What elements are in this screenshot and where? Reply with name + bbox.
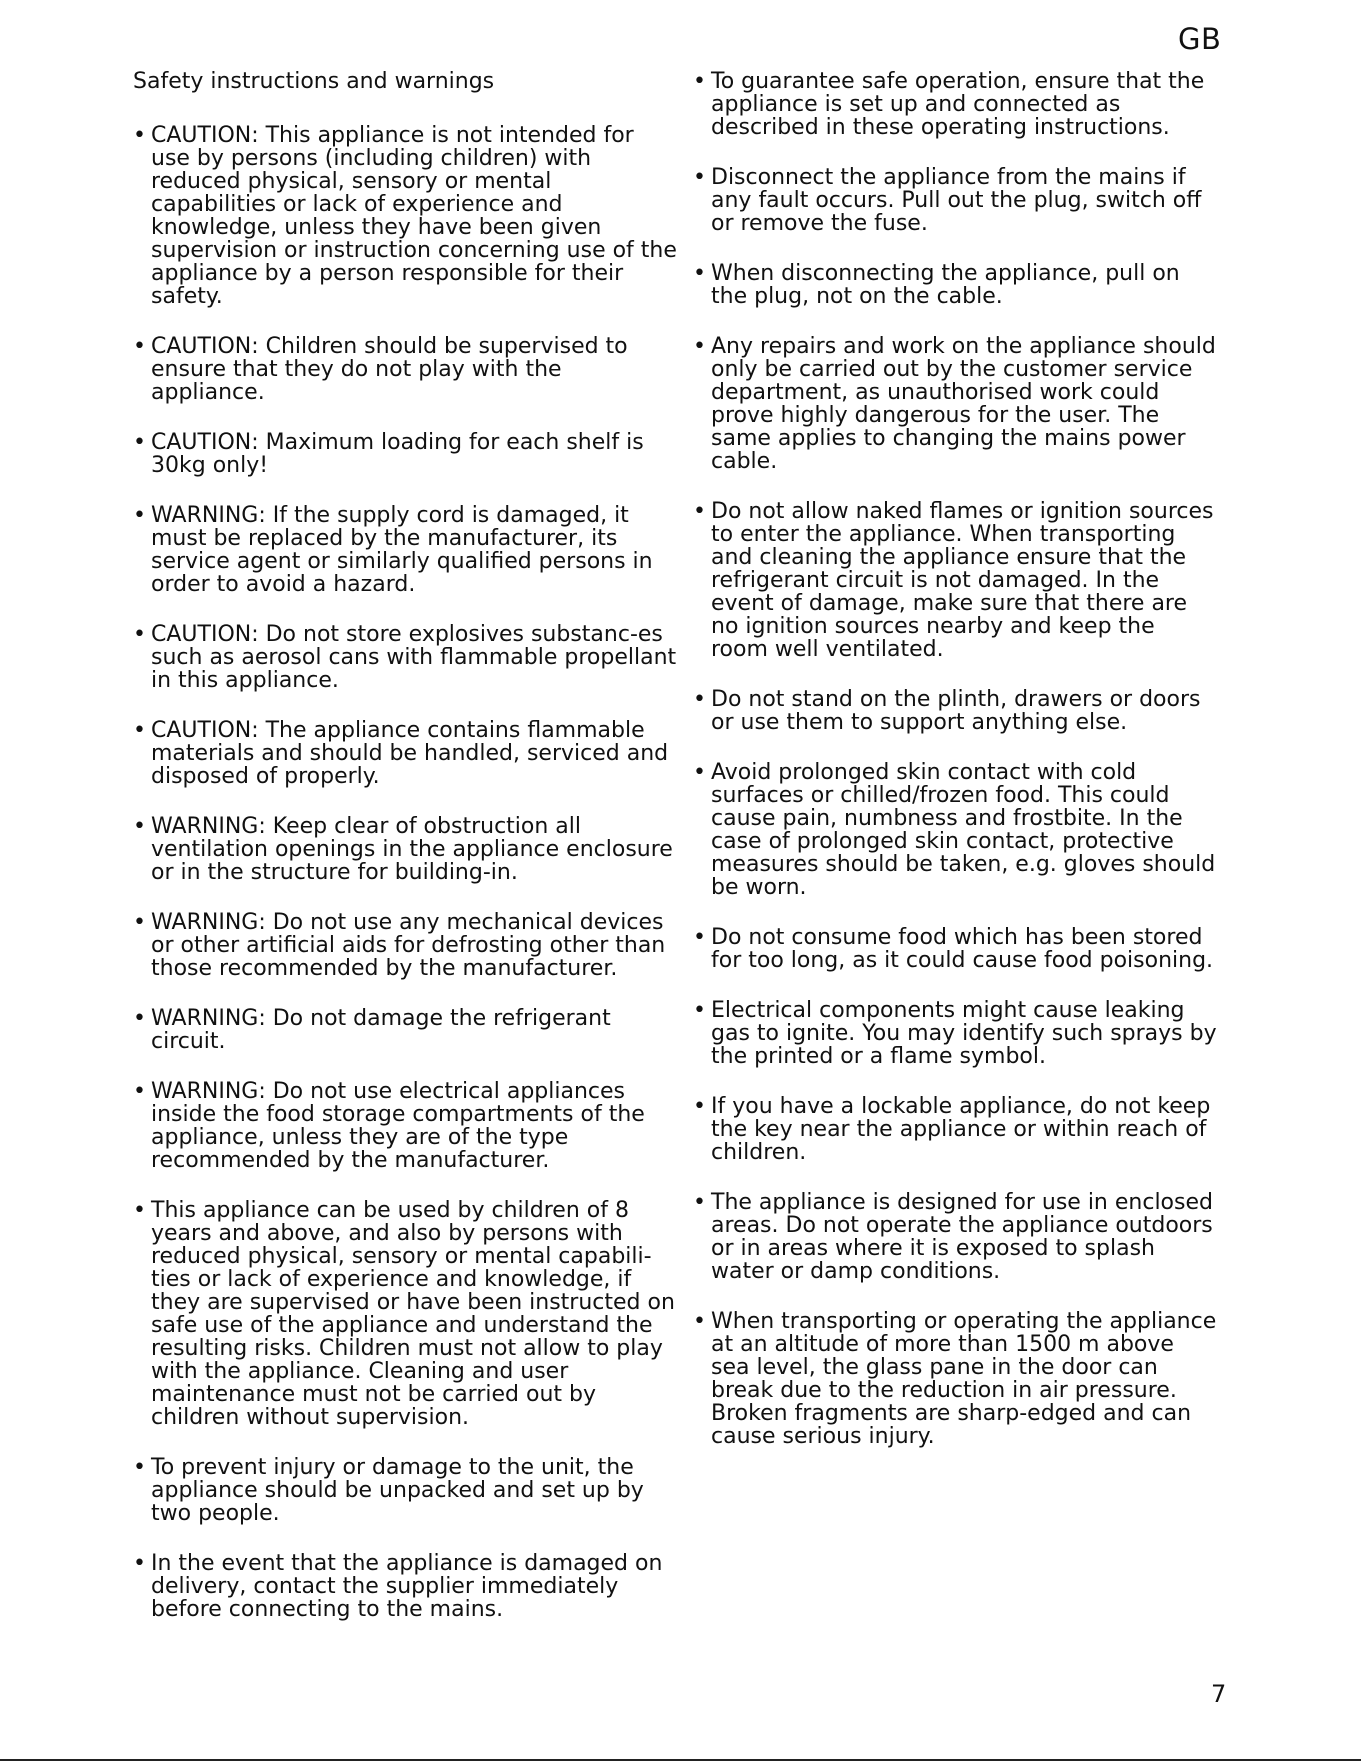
bullet-icon: • (693, 1190, 706, 1215)
list-item: • The appliance is designed for use in enclosed areas. Do not operate the appliance outdoors or in areas where it is exposed to splash water or damp conditions. (693, 1190, 1213, 1284)
bullet-icon: • (693, 261, 706, 286)
bullet-icon: • (133, 1551, 146, 1576)
list-item: • In the event that the appliance is damaged on delivery, contact the supplier immediately before connecting to the mains. (133, 1551, 663, 1622)
bullet-icon: • (693, 925, 706, 950)
list-item: • WARNING: Do not use any mechanical devices or other artificial aids for defrosting other than those recommended by the manufacturer. (133, 910, 666, 981)
bullet-icon: • (693, 165, 706, 190)
list-item: • When disconnecting the appliance, pull on the plug, not on the cable. (693, 261, 1180, 309)
list-item: • Disconnect the appliance from the mains if any fault occurs. Pull out the plug, switch off or remove the fuse. (693, 165, 1202, 236)
bullet-icon: • (133, 123, 146, 148)
bullet-icon: • (693, 760, 706, 785)
list-item: • WARNING: Do not damage the refrigerant circuit. (133, 1006, 611, 1054)
list-item: • WARNING: Keep clear of obstruction all ventilation openings in the appliance enclosure or in the structure for building-in. (133, 814, 673, 885)
page-number: 7 (1211, 1680, 1227, 1708)
left-column (133, 70, 678, 1648)
bullet-icon: • (133, 1198, 146, 1223)
bullet-icon: • (133, 1079, 146, 1104)
bullet-icon: • (133, 622, 146, 647)
list-item: • Any repairs and work on the appliance should only be carried out by the customer service department, as unauthorised work could prove highly dangerous for the user. The same applies to changing the mains power cable. (693, 334, 1216, 474)
list-item: • WARNING: Do not use electrical appliances inside the food storage compartments of the appliance, unless they are of the type recommended by the manufacturer. (133, 1079, 645, 1173)
bullet-icon: • (693, 69, 706, 94)
list-item: • Do not consume food which has been stored for too long, as it could cause food poisoning. (693, 925, 1214, 973)
bullet-icon: • (133, 718, 146, 743)
list-item: • CAUTION: Maximum loading for each shelf is 30kg only! (133, 430, 644, 478)
list-item: • Avoid prolonged skin contact with cold surfaces or chilled/frozen food. This could cause pain, numbness and frostbite. In the case of prolonged skin contact, protective measures should be taken, e.g. gloves should be worn. (693, 760, 1216, 900)
list-item: • If you have a lockable appliance, do not keep the key near the appliance or within reach of children. (693, 1094, 1211, 1165)
list-item: • WARNING: If the supply cord is damaged, it must be replaced by the manufacturer, its service agent or similarly qualified persons in order to avoid a hazard. (133, 503, 653, 597)
list-item: • To guarantee safe operation, ensure that the appliance is set up and connected as described in these operating instructions. (693, 69, 1205, 140)
list-item: • This appliance can be used by children of 8 years and above, and also by persons with reduced physical, sensory or mental capabili-ties or lack of experience and knowledge, if they are supervised or have been instructed on safe use of the appliance and understand the resulting risks. Children must not allow to play with the appliance. Cleaning and user maintenance must not be carried out by children without supervision. (133, 1198, 675, 1430)
list-item: • CAUTION: Do not store explosives substanc-es such as aerosol cans with flammable propellant in this appliance. (133, 622, 677, 693)
bullet-icon: • (693, 1309, 706, 1334)
list-item: • To prevent injury or damage to the unit, the appliance should be unpacked and set up by two people. (133, 1455, 644, 1526)
list-item: • Do not allow naked flames or ignition sources to enter the appliance. When transporting and cleaning the appliance ensure that the refrigerant circuit is not damaged. In the event of damage, make sure that there are no ignition sources nearby and keep the room well ventilated. (693, 499, 1214, 662)
bullet-icon: • (693, 499, 706, 524)
bullet-icon: • (133, 910, 146, 935)
bullet-icon: • (693, 998, 706, 1023)
list-item: • Electrical components might cause leaking gas to ignite. You may identify such sprays by the printed or a flame symbol. (693, 998, 1217, 1069)
bullet-icon: • (133, 1006, 146, 1031)
right-warning-list (693, 70, 1218, 1448)
bullet-icon: • (133, 814, 146, 839)
bullet-icon: • (133, 503, 146, 528)
bullet-icon: • (693, 334, 706, 359)
bullet-icon: • (133, 334, 146, 359)
bullet-icon: • (133, 430, 146, 455)
language-code: GB (1178, 22, 1222, 56)
left-warning-list (133, 124, 678, 1621)
bullet-icon: • (133, 1455, 146, 1480)
list-item: • Do not stand on the plinth, drawers or doors or use them to support anything else. (693, 687, 1201, 735)
list-item: • When transporting or operating the appliance at an altitude of more than 1500 m above sea level, the glass pane in the door can break due to the reduction in air pressure. Broken fragments are sharp-edged and can cause serious injury. (693, 1309, 1217, 1449)
list-item: • CAUTION: This appliance is not intended for use by persons (including children) with reduced physical, sensory or mental capabilities or lack of experience and knowledge, unless they have been given supervision or instruction concerning use of the appliance by a person responsible for their safety. (133, 123, 677, 309)
bullet-icon: • (693, 687, 706, 712)
right-column (693, 70, 1218, 1475)
list-item: • CAUTION: Children should be supervised to ensure that they do not play with the appliance. (133, 334, 628, 405)
list-item: • CAUTION: The appliance contains flammable materials and should be handled, serviced and disposed of properly. (133, 718, 669, 789)
bullet-icon: • (693, 1094, 706, 1119)
section-heading: Safety instructions and warnings (133, 69, 495, 94)
